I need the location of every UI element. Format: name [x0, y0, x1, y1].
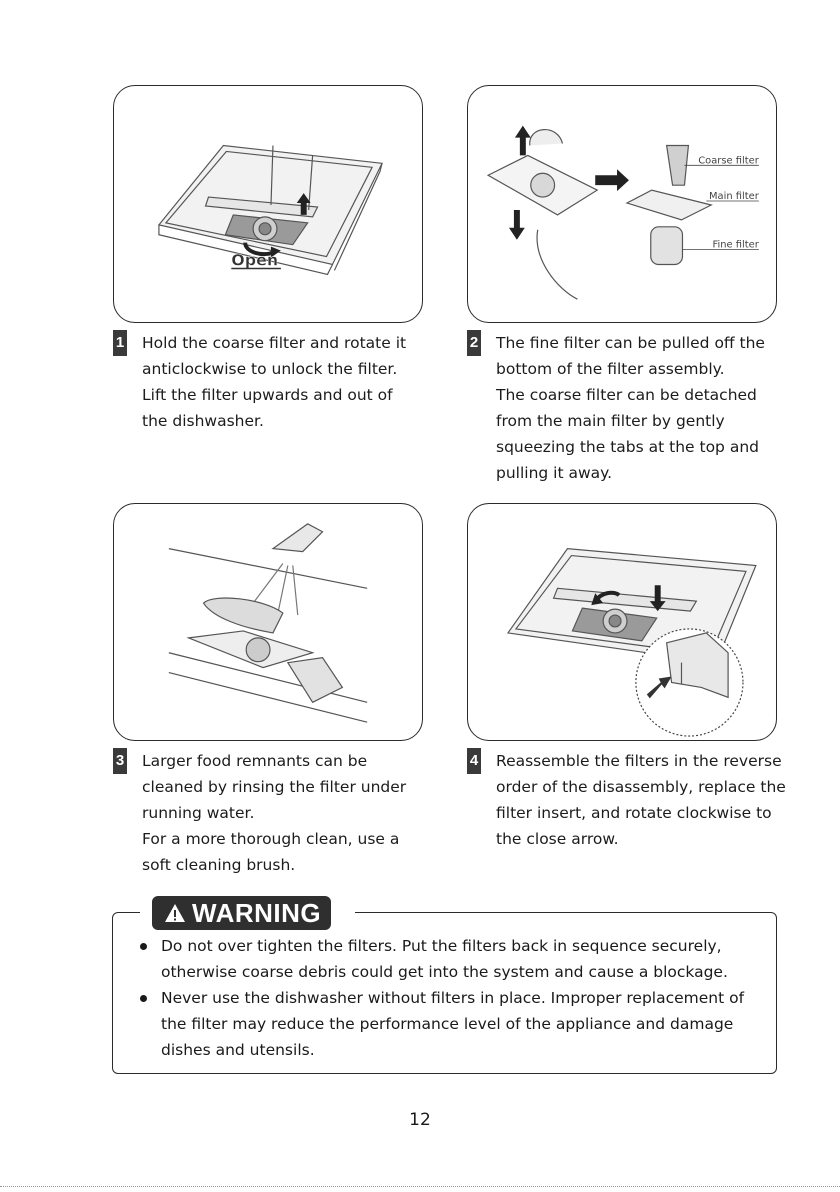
step-2-line: bottom of the filter assembly. — [496, 360, 725, 378]
step-4-line: filter insert, and rotate clockwise to — [496, 804, 772, 822]
warning-item-line: the filter may reduce the performance level of the appliance and damage — [161, 1015, 734, 1033]
warning-item-line: Never use the dishwasher without filters in place. Improper replacement of — [161, 989, 745, 1007]
warning-item-line: otherwise coarse debris could get into the system and cause a blockage. — [161, 963, 728, 981]
page-number: 12 — [409, 1110, 431, 1130]
fine-filter-label: Fine filter — [712, 239, 759, 251]
step-number-1: 1 — [113, 330, 127, 356]
bullet-icon — [140, 995, 147, 1002]
step-3-text — [142, 748, 406, 878]
step-4-line: Reassemble the filters in the reverse — [496, 752, 782, 770]
step-2-line: The coarse filter can be detached — [496, 386, 757, 404]
step-2-line: pulling it away. — [496, 464, 613, 482]
step-number-4: 4 — [467, 748, 481, 774]
step-1-text — [142, 330, 406, 434]
warning-item-line: Do not over tighten the filters. Put the filters back in sequence securely, — [161, 937, 722, 955]
step-1-line: Hold the coarse filter and rotate it — [142, 334, 407, 352]
page-bottom-divider — [0, 1186, 840, 1187]
step-1-line: Lift the filter upwards and out of — [142, 386, 393, 404]
warning-triangle-icon — [164, 903, 186, 923]
warning-title-badge — [152, 896, 331, 930]
step-1-line: anticlockwise to unlock the filter. — [142, 360, 398, 378]
step-2-line: from the main filter by gently — [496, 412, 725, 430]
dishwasher-tub-illustration — [114, 86, 422, 322]
step-3-line: Larger food remnants can be — [142, 752, 368, 770]
figure-2-filter-assembly — [467, 85, 777, 323]
reassembly-illustration — [468, 504, 776, 740]
figure-4-reassemble — [467, 503, 777, 741]
step-4-line: order of the disassembly, replace the — [496, 778, 786, 796]
figure-1-remove-coarse-filter — [113, 85, 423, 323]
step-2-line: squeezing the tabs at the top and — [496, 438, 759, 456]
warning-item — [140, 933, 760, 985]
step-number-3: 3 — [113, 748, 127, 774]
filter-assembly-illustration — [468, 86, 776, 322]
warning-item — [140, 985, 760, 1063]
figure-3-rinse-filter — [113, 503, 423, 741]
step-3-line: running water. — [142, 804, 255, 822]
open-label: Open — [231, 250, 279, 270]
warning-item-line: dishes and utensils. — [161, 1041, 315, 1059]
bullet-icon — [140, 943, 147, 950]
step-1-line: the dishwasher. — [142, 412, 264, 430]
step-3-line: soft cleaning brush. — [142, 856, 296, 874]
step-2-line: The fine filter can be pulled off the — [496, 334, 765, 352]
step-4-text — [496, 748, 786, 852]
main-filter-label: Main filter — [708, 191, 759, 203]
warning-title: WARNING — [192, 897, 322, 928]
warning-list — [140, 933, 760, 1063]
step-2-text — [496, 330, 765, 486]
rinsing-illustration — [114, 504, 422, 740]
step-3-line: cleaned by rinsing the filter under — [142, 778, 407, 796]
step-number-2: 2 — [467, 330, 481, 356]
step-4-line: the close arrow. — [496, 830, 619, 848]
coarse-filter-label: Coarse filter — [698, 155, 759, 167]
step-3-line: For a more thorough clean, use a — [142, 830, 400, 848]
